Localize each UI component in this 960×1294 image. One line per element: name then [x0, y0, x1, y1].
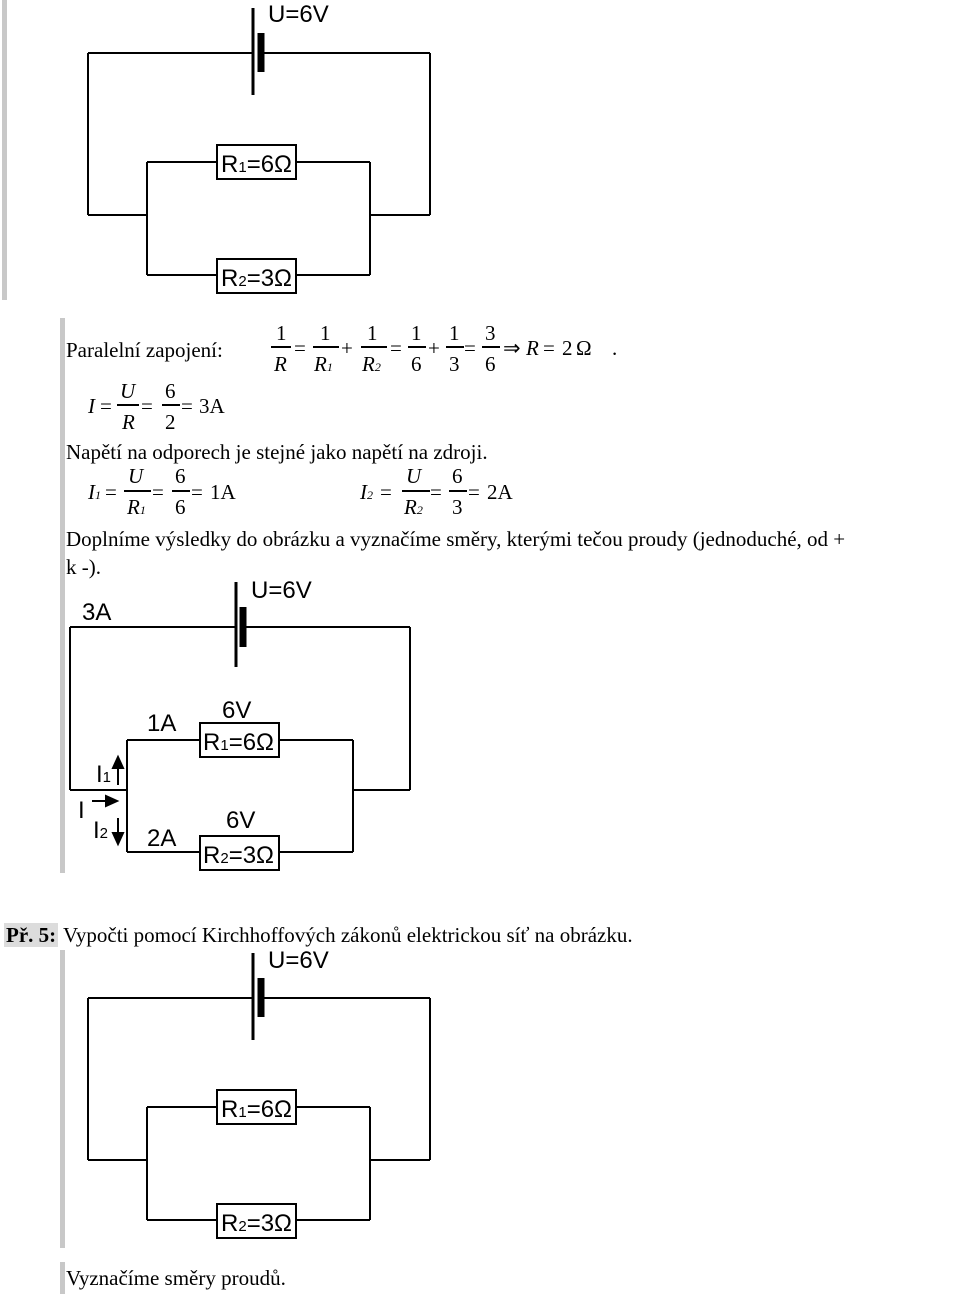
voltage-note: Napětí na odporech je stejné jako napětí na zdroji.	[66, 440, 488, 464]
i1-current-label: 1A	[147, 710, 177, 737]
voltage-label: U=6V	[268, 947, 329, 974]
circuit-diagram-bottom	[0, 945, 960, 1245]
resistor-r1-label: R1=6Ω	[221, 151, 292, 178]
resistor-r2-label: R2=3Ω	[221, 1210, 292, 1237]
circuit-diagram-annotated	[0, 570, 960, 880]
footer-note: Vyznačíme směry proudů.	[66, 1266, 286, 1290]
parallel-label: Paralelní zapojení:	[66, 338, 223, 362]
resistor-r2-label: R2=3Ω	[221, 265, 292, 292]
resistor-r1-label: R1=6Ω	[221, 1096, 292, 1123]
i2-current-label: 2A	[147, 825, 177, 852]
exercise-task: Vypočti pomocí Kirchhoffových zákonů elektrickou síť na obrázku.	[63, 923, 633, 947]
margin-bar-footer	[60, 1262, 65, 1294]
voltage-label: U=6V	[251, 577, 312, 604]
r2-voltage-label: 6V	[226, 807, 256, 834]
fill-in-instruction: Doplníme výsledky do obrázku a vyznačíme směry, kterými tečou proudy (jednoduché, od +	[66, 527, 846, 551]
resistor-r2-label: R2=3Ω	[203, 842, 274, 869]
i2-label: I2	[93, 817, 109, 844]
resistor-r1-label: R1=6Ω	[203, 729, 274, 756]
fill-in-instruction-cont: k -).	[66, 555, 101, 579]
voltage-label: U=6V	[268, 1, 329, 28]
i-label: I	[78, 797, 85, 824]
circuit-diagram-top	[0, 0, 960, 300]
total-current-label: 3A	[82, 599, 112, 626]
r1-voltage-label: 6V	[222, 697, 252, 724]
exercise-number: Př. 5:	[6, 923, 57, 947]
i1-label: I1	[96, 761, 112, 788]
exercise-5	[4, 925, 633, 946]
